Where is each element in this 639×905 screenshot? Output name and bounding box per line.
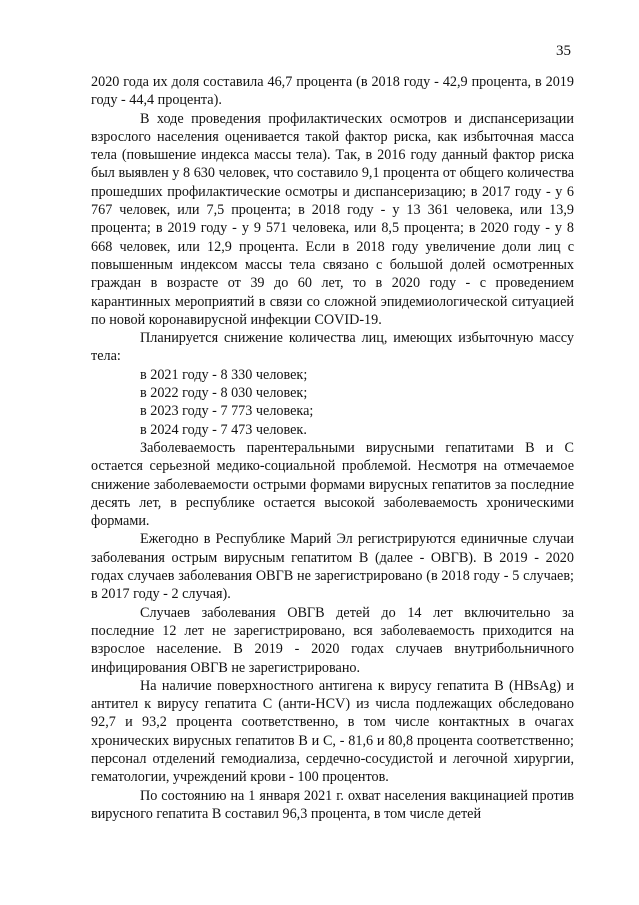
paragraph-body-mass-risk: В ходе проведения профилактических осмотров и диспансеризации взрослого населения оценивается такой фактор риска, как избыточная масса тела (повышение индекса массы тела). Так, в 2016 году данный фактор риска был выявлен у 8 630 человек, что составило 9,1 процента от общего количества прошедших профилактические осмотры и диспансеризацию; в 2017 году - у 6 767 человек, или 7,5 процента; в 2018 году - у 13 361 человека, или 13,9 процента; в 2019 году - у 9 571 человека, или 8,5 процента; в 2020 году - у 8 668 человек, или 12,9 процента. Если в 2018 году увеличение доли лиц с повышенным индексом массы тела связано с большой долей осмотренных граждан в возрасте от 39 до 60 лет, то в 2020 году - с проведением карантинных мероприятий в связи со сложной эпидемиологической ситуацией по новой коронавирусной инфекции COVID-19.	[91, 110, 574, 328]
paragraph-planned-reduction: Планируется снижение количества лиц, имеющих избыточную массу тела:	[91, 330, 574, 365]
paragraph-children-cases: Случаев заболевания ОВГВ детей до 14 лет включительно за последние 12 лет не зарегистрировано, вся заболеваемость приходится на взрослое население. В 2019 - 2020 годах случаев внутрибольничного инфицирования ОВГВ не зарегистрировано.	[91, 604, 574, 676]
paragraph-continuation: 2020 года их доля составила 46,7 процента (в 2018 году - 42,9 процента, в 2019 году - 44,4 процента).	[91, 74, 574, 109]
list-item-2021: в 2021 году - 8 330 человек;	[140, 366, 308, 383]
page-body	[91, 73, 574, 823]
list-item-2023: в 2023 году - 7 773 человека;	[140, 403, 314, 420]
paragraph-ovgv-cases: Ежегодно в Республике Марий Эл регистрируются единичные случаи заболевания острым вирусным гепатитом В (далее - ОВГВ). В 2019 - 2020 годах случаев заболевания ОВГВ не зарегистрировано (в 2018 году - 5 случаев; в 2017 году - 2 случая).	[91, 531, 574, 603]
paragraph-hepatitis-problem: Заболеваемость парентеральными вирусными гепатитами В и С остается серьезной медико-социальной проблемой. Несмотря на отмечаемое снижение заболеваемости острыми формами вирусных гепатитов за последние десять лет, в республике остается высокой заболеваемость хроническими формами.	[91, 439, 574, 530]
paragraph-vaccination: По состоянию на 1 января 2021 г. охват населения вакцинацией против вирусного гепатита В составил 96,3 процента, в том числе детей	[91, 787, 574, 822]
list-item-2024: в 2024 году - 7 473 человек.	[140, 421, 307, 438]
page-number: 35	[556, 43, 571, 59]
paragraph-screening: На наличие поверхностного антигена к вирусу гепатита В (HBsAg) и антител к вирусу гепатита С (анти-HCV) из числа подлежащих обследовано 92,7 и 93,2 процента соответственно, в том числе контактных в очагах хронических вирусных гепатитов В и С, - 81,6 и 80,8 процента соответственно; персонал отделений гемодиализа, сердечно-сосудистой и легочной хирургии, гематологии, учреждений крови - 100 процентов.	[91, 677, 574, 786]
list-item-2022: в 2022 году - 8 030 человек;	[140, 385, 308, 402]
